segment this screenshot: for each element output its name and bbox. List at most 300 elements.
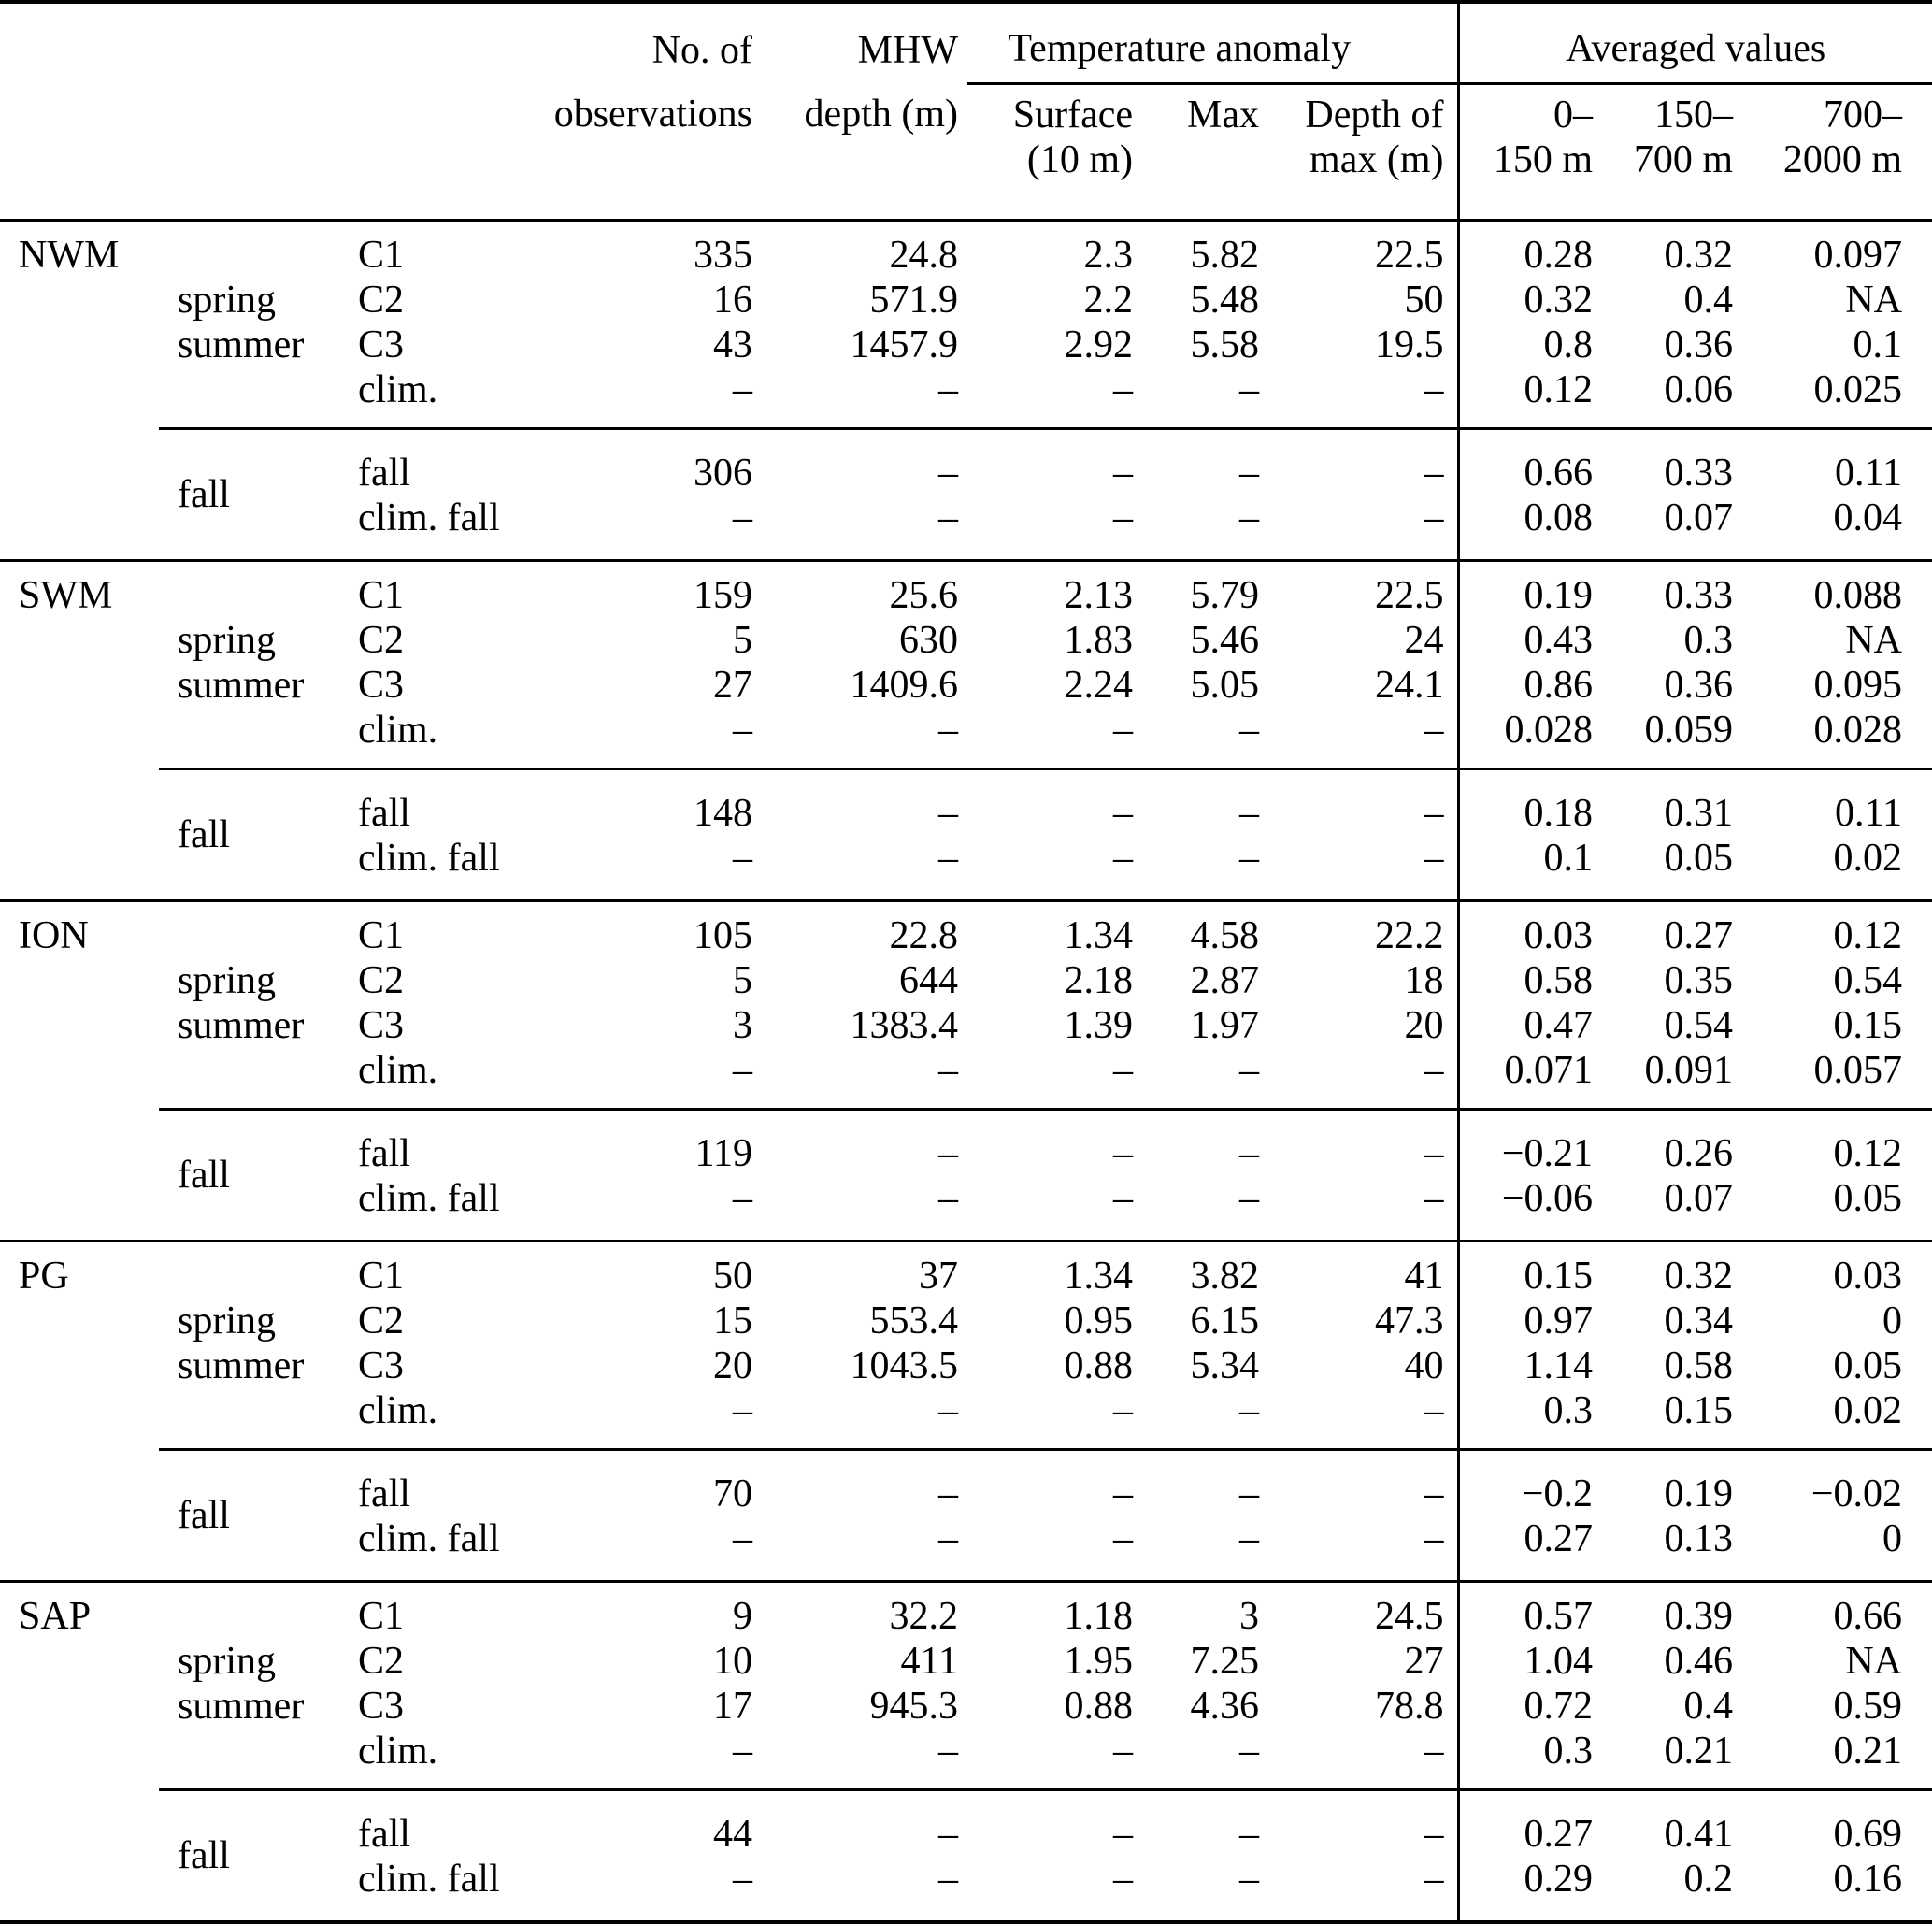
- cell-depth-of-max: 22.2: [1375, 914, 1444, 957]
- season-label-summer: summer: [178, 1004, 305, 1047]
- table-row: [0, 769, 1932, 837]
- region-label: PG: [19, 1255, 69, 1298]
- cell-avg-0-150m: 1.04: [1458, 1639, 1617, 1684]
- cell-mhw-depth: –: [938, 1472, 958, 1515]
- cell-max-anomaly: –: [1140, 1729, 1267, 1790]
- cell-mhw-depth: –: [762, 367, 967, 429]
- cell-mhw-depth: –: [938, 792, 958, 835]
- cell-depth-of-max: –: [1267, 1176, 1458, 1242]
- cell-mhw-depth: 411: [900, 1640, 958, 1683]
- cell-avg-150-700m: 0.15: [1617, 1388, 1757, 1450]
- cell-max-anomaly: –: [1239, 1472, 1259, 1515]
- cell-depth-of-max: 22.5: [1375, 234, 1444, 277]
- cell-mhw-depth: 25.6: [889, 574, 958, 617]
- cell-avg-700-2000m: 0.088: [1813, 574, 1902, 617]
- cell-mhw-depth: –: [762, 1857, 967, 1922]
- region-spacer: [0, 708, 159, 769]
- season-spacer: [159, 1582, 341, 1640]
- cell-mhw-depth: 1457.9: [850, 323, 958, 366]
- header-column-row: [0, 84, 1932, 221]
- region-spacer: [0, 323, 159, 367]
- cell-mhw-depth: 37: [919, 1255, 958, 1298]
- cell-avg-150-700m: 0.26: [1664, 1132, 1733, 1175]
- cell-avg-700-2000m: 0.02: [1757, 836, 1932, 901]
- cell-avg-700-2000m: 0.095: [1813, 664, 1902, 707]
- cell-mhw-depth: 22.8: [889, 914, 958, 957]
- cell-avg-0-150m: 0.08: [1458, 495, 1617, 561]
- cell-observations: 17: [713, 1685, 752, 1728]
- cell-observations: 119: [694, 1132, 752, 1175]
- cell-mhw-depth: 24.8: [889, 234, 958, 277]
- region-spacer: [0, 618, 159, 663]
- cell-avg-0-150m: 0.28: [1458, 221, 1617, 279]
- region-section-SWM: [0, 561, 1932, 901]
- cell-avg-0-150m: −0.2: [1458, 1450, 1617, 1517]
- cell-avg-700-2000m: 0.04: [1757, 495, 1932, 561]
- row-label: clim. fall: [341, 1857, 542, 1922]
- cell-avg-700-2000m: −0.02: [1810, 1472, 1902, 1515]
- season-spacer: [159, 221, 341, 279]
- cell-depth-of-max: –: [1424, 1813, 1444, 1856]
- cell-avg-0-150m: 0.03: [1458, 901, 1617, 959]
- season-label-summer: summer: [178, 1344, 305, 1387]
- cell-surface-anomaly: –: [967, 708, 1140, 769]
- cell-avg-700-2000m: 0.21: [1757, 1729, 1932, 1790]
- season-spacer: [159, 901, 341, 959]
- cell-avg-700-2000m: 0.05: [1757, 1176, 1932, 1242]
- cell-avg-0-150m: 0.8: [1458, 323, 1617, 367]
- cell-avg-150-700m: 0.3: [1683, 619, 1733, 662]
- cell-mhw-depth: –: [762, 836, 967, 901]
- cell-avg-700-2000m: 0.16: [1757, 1857, 1932, 1922]
- cell-avg-0-150m: 0.1: [1458, 836, 1617, 901]
- cell-surface-anomaly: –: [1113, 1813, 1133, 1856]
- region-spacer: [0, 958, 159, 1003]
- region-spacer: [0, 1048, 159, 1110]
- cell-mhw-depth: –: [938, 452, 958, 495]
- header-mhw: MHW: [857, 28, 958, 72]
- table-row: [0, 618, 1932, 663]
- cell-depth-of-max: 24: [1404, 619, 1444, 662]
- region-section-SAP: [0, 1582, 1932, 1923]
- region-spacer: [0, 1299, 159, 1343]
- cell-avg-150-700m: 0.31: [1664, 792, 1733, 835]
- cell-avg-700-2000m: 0.028: [1757, 708, 1932, 769]
- cell-surface-anomaly: 2.24: [1064, 664, 1133, 707]
- cell-mhw-depth: –: [762, 708, 967, 769]
- cell-avg-0-150m: 0.15: [1458, 1242, 1617, 1299]
- cell-avg-700-2000m: 0.057: [1757, 1048, 1932, 1110]
- cell-observations: –: [542, 1857, 762, 1922]
- cell-avg-700-2000m: NA: [1845, 1640, 1902, 1683]
- cell-depth-of-max: –: [1267, 1516, 1458, 1582]
- cell-max-anomaly: –: [1239, 1132, 1259, 1175]
- cell-surface-anomaly: 1.83: [1064, 619, 1133, 662]
- cell-avg-150-700m: 0.33: [1664, 574, 1733, 617]
- cell-surface-anomaly: –: [967, 495, 1140, 561]
- cell-avg-150-700m: 0.13: [1617, 1516, 1757, 1582]
- cell-observations: –: [542, 1388, 762, 1450]
- region-spacer: [0, 663, 159, 708]
- region-spacer: [0, 1516, 159, 1582]
- cell-depth-of-max: 18: [1404, 959, 1444, 1002]
- region-spacer: [0, 1003, 159, 1048]
- table-row: [0, 1450, 1932, 1517]
- cell-max-anomaly: –: [1239, 1813, 1259, 1856]
- cell-depth-of-max: 40: [1404, 1344, 1444, 1387]
- cell-max-anomaly: –: [1140, 367, 1267, 429]
- region-spacer: [0, 1343, 159, 1388]
- region-spacer: [0, 1388, 159, 1450]
- cell-depth-of-max: 47.3: [1375, 1299, 1444, 1342]
- cell-avg-150-700m: 0.21: [1617, 1729, 1757, 1790]
- season-spacer: [159, 561, 341, 619]
- header-spacer: [0, 2, 542, 84]
- row-label: C1: [358, 234, 405, 277]
- row-label: C1: [358, 574, 405, 617]
- season-label-fall: fall: [159, 429, 341, 561]
- row-label: clim.: [341, 367, 542, 429]
- row-label: C3: [358, 1004, 405, 1047]
- cell-depth-of-max: –: [1267, 1048, 1458, 1110]
- season-spacer: [159, 1242, 341, 1299]
- cell-observations: 70: [713, 1472, 752, 1515]
- cell-depth-of-max: –: [1424, 792, 1444, 835]
- row-label: fall: [358, 452, 410, 495]
- cell-depth-of-max: 22.5: [1375, 574, 1444, 617]
- cell-observations: –: [542, 1048, 762, 1110]
- cell-depth-of-max: 19.5: [1375, 323, 1444, 366]
- cell-surface-anomaly: 1.39: [1064, 1004, 1133, 1047]
- region-spacer: [0, 1857, 159, 1922]
- cell-avg-150-700m: 0.19: [1664, 1472, 1733, 1515]
- cell-surface-anomaly: 2.92: [1064, 323, 1133, 366]
- cell-avg-150-700m: 0.05: [1617, 836, 1757, 901]
- row-label: C2: [358, 959, 405, 1002]
- table-row: [0, 958, 1932, 1003]
- region-section-NWM: [0, 221, 1932, 561]
- header-depth-of-max: [1267, 84, 1458, 221]
- cell-avg-700-2000m: 0.59: [1833, 1685, 1902, 1728]
- cell-depth-of-max: –: [1267, 1388, 1458, 1450]
- cell-avg-0-150m: 0.19: [1458, 561, 1617, 619]
- cell-surface-anomaly: 0.88: [1064, 1685, 1133, 1728]
- cell-mhw-depth: –: [762, 1176, 967, 1242]
- cell-observations: 10: [713, 1640, 752, 1683]
- region-label: SAP: [19, 1595, 92, 1638]
- cell-avg-700-2000m: 0: [1882, 1299, 1902, 1342]
- cell-observations: 16: [713, 279, 752, 322]
- cell-surface-anomaly: 2.13: [1064, 574, 1133, 617]
- season-spacer: [159, 708, 341, 769]
- table-row: [0, 1299, 1932, 1343]
- cell-avg-0-150m: 0.18: [1458, 769, 1617, 837]
- cell-mhw-depth: –: [938, 1813, 958, 1856]
- cell-mhw-depth: 1043.5: [850, 1344, 958, 1387]
- cell-max-anomaly: –: [1140, 1516, 1267, 1582]
- cell-max-anomaly: 4.58: [1190, 914, 1259, 957]
- table-row: [0, 1110, 1932, 1177]
- cell-observations: 43: [713, 323, 752, 366]
- table-row: [0, 429, 1932, 496]
- header-avg2-line2: 700 m: [1633, 138, 1733, 181]
- cell-avg-150-700m: 0.06: [1617, 367, 1757, 429]
- cell-avg-700-2000m: 0.69: [1833, 1813, 1902, 1856]
- cell-max-anomaly: 5.79: [1190, 574, 1259, 617]
- cell-avg-150-700m: 0.46: [1664, 1640, 1733, 1683]
- row-label: clim. fall: [341, 836, 542, 901]
- cell-avg-150-700m: 0.36: [1664, 664, 1733, 707]
- cell-avg-700-2000m: 0.12: [1833, 914, 1902, 957]
- cell-max-anomaly: –: [1140, 1857, 1267, 1922]
- region-spacer: [0, 1450, 159, 1517]
- cell-max-anomaly: 3: [1239, 1595, 1259, 1638]
- row-label: fall: [358, 1813, 410, 1856]
- row-label: clim. fall: [341, 1516, 542, 1582]
- cell-observations: –: [542, 708, 762, 769]
- cell-max-anomaly: –: [1140, 495, 1267, 561]
- cell-avg-0-150m: 0.12: [1458, 367, 1617, 429]
- row-label: C2: [358, 279, 405, 322]
- header-depth-m: depth (m): [762, 84, 967, 221]
- row-label: fall: [358, 1472, 410, 1515]
- header-avg-150-700m: [1617, 84, 1757, 221]
- cell-observations: 306: [694, 452, 752, 495]
- table-row: [0, 1639, 1932, 1684]
- cell-surface-anomaly: 0.95: [1064, 1299, 1133, 1342]
- table-row: [0, 1684, 1932, 1729]
- cell-observations: 105: [694, 914, 752, 957]
- cell-max-anomaly: –: [1140, 708, 1267, 769]
- region-spacer: [0, 1729, 159, 1790]
- cell-depth-of-max: 20: [1404, 1004, 1444, 1047]
- cell-depth-of-max: 50: [1404, 279, 1444, 322]
- cell-surface-anomaly: 1.95: [1064, 1640, 1133, 1683]
- header-group-row: [0, 2, 1932, 84]
- cell-avg-150-700m: 0.34: [1664, 1299, 1733, 1342]
- cell-depth-of-max: 78.8: [1375, 1685, 1444, 1728]
- cell-observations: 27: [713, 664, 752, 707]
- cell-avg-700-2000m: 0: [1757, 1516, 1932, 1582]
- cell-observations: 9: [733, 1595, 752, 1638]
- table-row: [0, 561, 1932, 619]
- table-row: [0, 221, 1932, 279]
- header-avg2-line1: 150–: [1654, 93, 1733, 136]
- region-spacer: [0, 836, 159, 901]
- cell-surface-anomaly: 0.88: [1064, 1344, 1133, 1387]
- cell-avg-150-700m: 0.07: [1617, 495, 1757, 561]
- cell-avg-150-700m: 0.27: [1664, 914, 1733, 957]
- cell-mhw-depth: –: [938, 1132, 958, 1175]
- season-label-spring: spring: [178, 1640, 276, 1683]
- season-label-fall: fall: [159, 1450, 341, 1582]
- cell-avg-0-150m: 0.66: [1458, 429, 1617, 496]
- cell-observations: –: [542, 1729, 762, 1790]
- cell-mhw-depth: 945.3: [869, 1685, 958, 1728]
- cell-observations: 335: [694, 234, 752, 277]
- header-depth-of-max-line1: Depth of: [1305, 93, 1444, 136]
- cell-avg-150-700m: 0.41: [1664, 1813, 1733, 1856]
- cell-surface-anomaly: –: [967, 1388, 1140, 1450]
- table-row: [0, 1343, 1932, 1388]
- cell-mhw-depth: 32.2: [889, 1595, 958, 1638]
- cell-surface-anomaly: 2.2: [1083, 279, 1133, 322]
- region-section-ION: [0, 901, 1932, 1242]
- row-label: clim. fall: [341, 1176, 542, 1242]
- cell-max-anomaly: –: [1140, 1176, 1267, 1242]
- season-label-spring: spring: [178, 619, 276, 662]
- row-label: clim.: [341, 1388, 542, 1450]
- table-row: [0, 1729, 1932, 1790]
- cell-depth-of-max: –: [1267, 836, 1458, 901]
- season-label-summer: summer: [178, 1685, 305, 1728]
- cell-avg-0-150m: 0.47: [1458, 1003, 1617, 1048]
- row-label: clim.: [341, 1729, 542, 1790]
- cell-max-anomaly: –: [1140, 836, 1267, 901]
- cell-depth-of-max: 24.5: [1375, 1595, 1444, 1638]
- cell-max-anomaly: 5.05: [1190, 664, 1259, 707]
- cell-avg-700-2000m: 0.11: [1835, 792, 1902, 835]
- table-row: [0, 1790, 1932, 1858]
- season-label-summer: summer: [178, 664, 305, 707]
- cell-max-anomaly: 5.48: [1190, 279, 1259, 322]
- cell-avg-0-150m: 0.29: [1458, 1857, 1617, 1922]
- cell-avg-150-700m: 0.39: [1664, 1595, 1733, 1638]
- header-avg-0-150m: [1458, 84, 1617, 221]
- cell-avg-700-2000m: 0.66: [1833, 1595, 1902, 1638]
- cell-surface-anomaly: –: [967, 1857, 1140, 1922]
- cell-observations: 50: [713, 1255, 752, 1298]
- table-row: [0, 1242, 1932, 1299]
- cell-surface-anomaly: –: [1113, 1472, 1133, 1515]
- cell-max-anomaly: 5.34: [1190, 1344, 1259, 1387]
- season-label-spring: spring: [178, 1299, 276, 1342]
- cell-avg-0-150m: −0.21: [1458, 1110, 1617, 1177]
- cell-avg-700-2000m: 0.12: [1833, 1132, 1902, 1175]
- cell-max-anomaly: –: [1239, 792, 1259, 835]
- cell-depth-of-max: –: [1267, 708, 1458, 769]
- table-row: [0, 663, 1932, 708]
- cell-avg-700-2000m: 0.097: [1813, 234, 1902, 277]
- cell-avg-0-150m: −0.06: [1458, 1176, 1617, 1242]
- region-spacer: [0, 1684, 159, 1729]
- cell-observations: 15: [713, 1299, 752, 1342]
- region-spacer: [0, 1110, 159, 1177]
- cell-avg-0-150m: 0.32: [1458, 278, 1617, 323]
- cell-observations: –: [542, 367, 762, 429]
- cell-surface-anomaly: –: [967, 1729, 1140, 1790]
- cell-avg-150-700m: 0.58: [1664, 1344, 1733, 1387]
- cell-avg-0-150m: 0.27: [1458, 1790, 1617, 1858]
- cell-max-anomaly: 5.82: [1190, 234, 1259, 277]
- region-spacer: [0, 1790, 159, 1858]
- cell-mhw-depth: 571.9: [869, 279, 958, 322]
- cell-avg-150-700m: 0.07: [1617, 1176, 1757, 1242]
- cell-depth-of-max: –: [1424, 1132, 1444, 1175]
- cell-avg-700-2000m: NA: [1845, 619, 1902, 662]
- cell-avg-0-150m: 0.3: [1458, 1388, 1617, 1450]
- table-row: [0, 1388, 1932, 1450]
- header-spacer: [0, 84, 542, 221]
- cell-surface-anomaly: –: [1113, 452, 1133, 495]
- header-group-averaged-values: Averaged values: [1458, 2, 1932, 84]
- cell-avg-0-150m: 0.86: [1458, 663, 1617, 708]
- cell-depth-of-max: –: [1267, 367, 1458, 429]
- table-header: [0, 2, 1932, 221]
- cell-avg-150-700m: 0.091: [1617, 1048, 1757, 1110]
- header-no-of: No. of: [651, 28, 752, 72]
- row-label: C2: [358, 1299, 405, 1342]
- cell-max-anomaly: 6.15: [1190, 1299, 1259, 1342]
- season-label-fall: fall: [159, 1110, 341, 1242]
- row-label: fall: [358, 1132, 410, 1175]
- cell-surface-anomaly: –: [1113, 1132, 1133, 1175]
- table-row: [0, 1048, 1932, 1110]
- cell-surface-anomaly: –: [967, 836, 1140, 901]
- region-spacer: [0, 1639, 159, 1684]
- cell-avg-700-2000m: 0.15: [1833, 1004, 1902, 1047]
- cell-avg-700-2000m: 0.05: [1833, 1344, 1902, 1387]
- cell-avg-150-700m: 0.059: [1617, 708, 1757, 769]
- cell-mhw-depth: 1383.4: [850, 1004, 958, 1047]
- cell-avg-0-150m: 0.58: [1458, 958, 1617, 1003]
- season-label-fall: fall: [159, 1790, 341, 1923]
- cell-surface-anomaly: –: [967, 367, 1140, 429]
- season-label-summer: summer: [178, 323, 305, 366]
- cell-observations: –: [542, 495, 762, 561]
- season-spacer: [159, 1388, 341, 1450]
- cell-surface-anomaly: 1.34: [1064, 1255, 1133, 1298]
- cell-avg-700-2000m: 0.54: [1833, 959, 1902, 1002]
- region-spacer: [0, 1176, 159, 1242]
- cell-avg-700-2000m: 0.02: [1757, 1388, 1932, 1450]
- header-avg3-line1: 700–: [1824, 93, 1902, 136]
- row-label: C2: [358, 619, 405, 662]
- cell-max-anomaly: –: [1239, 452, 1259, 495]
- cell-avg-150-700m: 0.32: [1664, 1255, 1733, 1298]
- cell-depth-of-max: –: [1267, 495, 1458, 561]
- region-label: NWM: [19, 234, 120, 277]
- row-label: C2: [358, 1640, 405, 1683]
- cell-depth-of-max: 41: [1404, 1255, 1444, 1298]
- cell-mhw-depth: 553.4: [869, 1299, 958, 1342]
- cell-avg-700-2000m: 0.03: [1833, 1255, 1902, 1298]
- cell-avg-150-700m: 0.36: [1664, 323, 1733, 366]
- cell-max-anomaly: 5.46: [1190, 619, 1259, 662]
- cell-depth-of-max: 24.1: [1375, 664, 1444, 707]
- cell-avg-0-150m: 0.3: [1458, 1729, 1617, 1790]
- season-label-spring: spring: [178, 959, 276, 1002]
- cell-max-anomaly: 4.36: [1190, 1685, 1259, 1728]
- cell-avg-700-2000m: 0.1: [1853, 323, 1902, 366]
- cell-surface-anomaly: –: [1113, 792, 1133, 835]
- row-label: C3: [358, 1685, 405, 1728]
- region-spacer: [0, 278, 159, 323]
- header-surface-anomaly: [967, 84, 1140, 221]
- cell-avg-700-2000m: NA: [1845, 279, 1902, 322]
- header-group-temperature-anomaly: Temperature anomaly: [967, 2, 1458, 84]
- season-label-spring: spring: [178, 279, 276, 322]
- table-row: [0, 367, 1932, 429]
- cell-depth-of-max: –: [1424, 452, 1444, 495]
- cell-max-anomaly: 3.82: [1190, 1255, 1259, 1298]
- cell-avg-0-150m: 0.27: [1458, 1516, 1617, 1582]
- header-avg3-line2: 2000 m: [1782, 138, 1902, 181]
- cell-observations: 159: [694, 574, 752, 617]
- header-depth-of-max-line2: max (m): [1309, 138, 1444, 181]
- cell-avg-0-150m: 1.14: [1458, 1343, 1617, 1388]
- row-label: C1: [358, 1595, 405, 1638]
